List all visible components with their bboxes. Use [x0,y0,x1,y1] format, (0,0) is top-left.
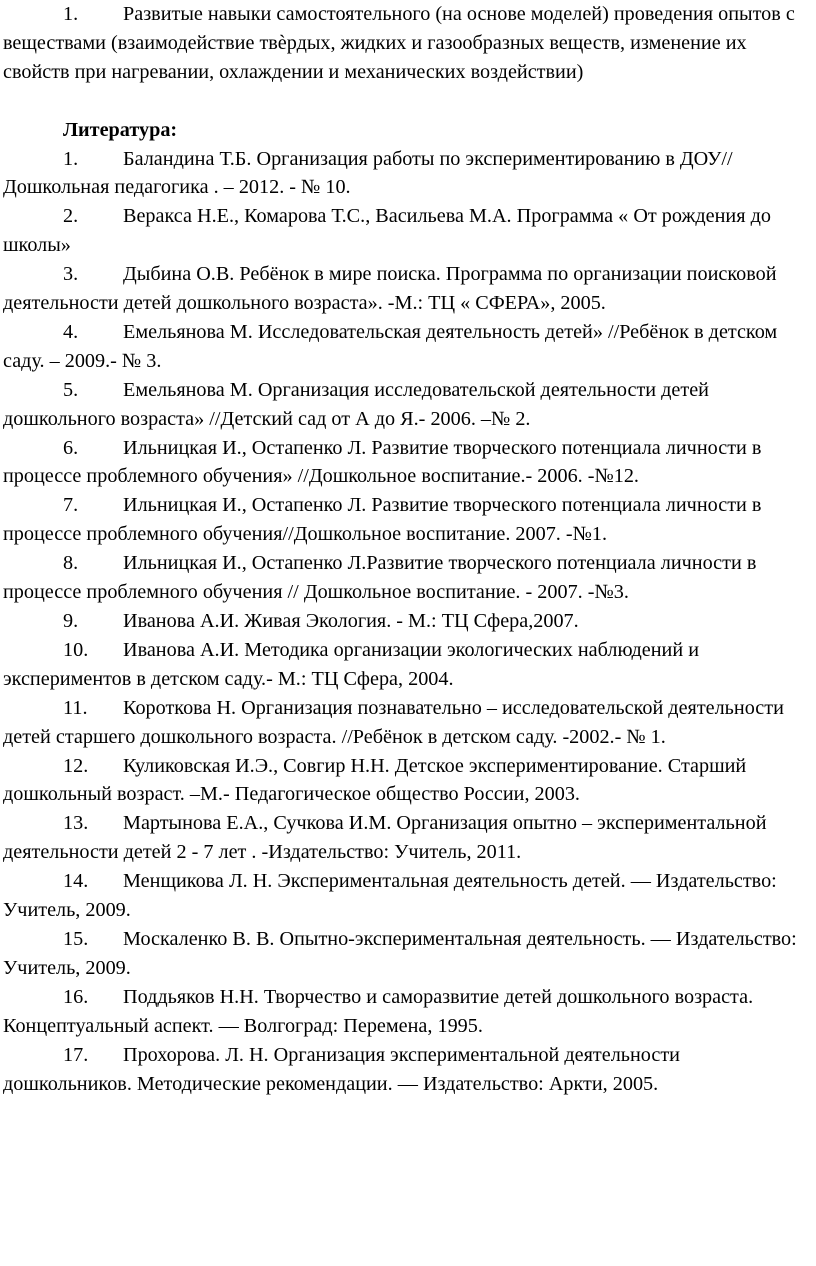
list-item [3,752,810,810]
list-item-text: Веракса Н.Е., Комарова Т.С., Васильева М.А. Программа « От рождения до школы» [3,205,771,257]
list-item-number: 10. [63,638,89,661]
list-item [3,260,810,318]
intro-item [3,0,810,87]
list-item-text: Короткова Н. Организация познавательно – исследовательской деятельности детей старшего дошкольного возраста. //Ребёнок в детском саду. -2002.- № 1. [3,696,784,748]
list-item-number: 16. [63,985,89,1008]
list-item-number: 11. [63,696,88,719]
list-item-number: 2. [63,205,79,228]
list-item-text: Емельянова М. Исследовательская деятельность детей» //Ребёнок в детском саду. – 2009.- № 3. [3,320,778,372]
list-item [3,376,810,434]
list-item-text: Прохорова. Л. Н. Организация экспериментальной деятельности дошкольников. Методические рекомендации. — Издательство: Аркти, 2005. [3,1043,680,1095]
list-item [3,434,810,492]
list-item-number: 13. [63,812,89,835]
intro-number: 1. [63,3,79,25]
list-item-number: 7. [63,494,79,517]
list-item [3,318,810,376]
list-item [3,491,810,549]
list-item-text: Дыбина О.В. Ребёнок в мире поиска. Программа по организации поисковой деятельности детей дошкольного возраста». -М.: ТЦ « СФЕРА», 2005. [3,263,777,315]
list-item [3,809,810,867]
list-item [3,867,810,925]
intro-text: Развитые навыки самостоятельного (на основе моделей) проведения опытов с веществами (взаимодействие твѐрдых, жидких и газообразных веществ, изменение их свойств при нагревании, охлаждении и механических воздействии) [3,3,795,83]
list-item-number: 12. [63,754,89,777]
list-item-text: Емельянова М. Организация исследовательской деятельности детей дошкольного возраста» //Детский сад от А до Я.- 2006. –№ 2. [3,378,709,430]
list-item [3,202,810,260]
literature-list [3,145,810,1099]
list-item-number: 4. [63,320,79,343]
list-item [3,607,810,636]
list-item-number: 3. [63,263,79,286]
list-item-text: Иванова А.И. Живая Экология. - М.: ТЦ Сфера,2007. [123,610,579,633]
list-item [3,694,810,752]
list-item-number: 14. [63,870,89,893]
list-item-text: Мартынова Е.А., Сучкова И.М. Организация опытно – экспериментальной деятельности детей 2 - 7 лет . -Издательство: Учитель, 2011. [3,812,767,864]
list-item-number: 5. [63,378,79,401]
list-item [3,549,810,607]
literature-heading: Литература: [63,118,178,141]
list-item-number: 6. [63,436,79,459]
list-item [3,1041,810,1099]
list-item-text: Поддьяков Н.Н. Творчество и саморазвитие детей дошкольного возраста. Концептуальный аспект. — Волгоград: Перемена, 1995. [3,985,754,1037]
list-item-text: Ильницкая И., Остапенко Л. Развитие творческого потенциала личности в процессе проблемного обучения» //Дошкольное воспитание.- 2006. -№12. [3,436,762,488]
list-item-text: Куликовская И.Э., Совгир Н.Н. Детское экспериментирование. Старший дошкольный возраст. –М.- Педагогическое общество России, 2003. [3,754,747,806]
list-item-number: 1. [63,147,79,170]
list-item [3,925,810,983]
list-item-text: Менщикова Л. Н. Экспериментальная деятельность детей. — Издательство: Учитель, 2009. [3,870,777,922]
list-item-text: Ильницкая И., Остапенко Л.Развитие творческого потенциала личности в процессе проблемного обучения // Дошкольное воспитание. - 2007. -№3. [3,552,757,604]
list-item-number: 15. [63,927,89,950]
list-item-text: Баландина Т.Б. Организация работы по экспериментированию в ДОУ//Дошкольная педагогика . – 2012. - № 10. [3,147,733,199]
list-item-number: 9. [63,610,79,633]
list-item [3,983,810,1041]
list-item-text: Ильницкая И., Остапенко Л. Развитие творческого потенциала личности в процессе проблемного обучения//Дошкольное воспитание. 2007. -№1. [3,494,762,546]
list-item-text: Москаленко В. В. Опытно-экспериментальная деятельность. — Издательство: Учитель, 2009. [3,927,797,979]
list-item-number: 17. [63,1043,89,1066]
list-item-number: 8. [63,552,79,575]
list-item [3,145,810,203]
list-item [3,636,810,694]
list-item-text: Иванова А.И. Методика организации экологических наблюдений и экспериментов в детском саду.- М.: ТЦ Сфера, 2004. [3,638,700,690]
